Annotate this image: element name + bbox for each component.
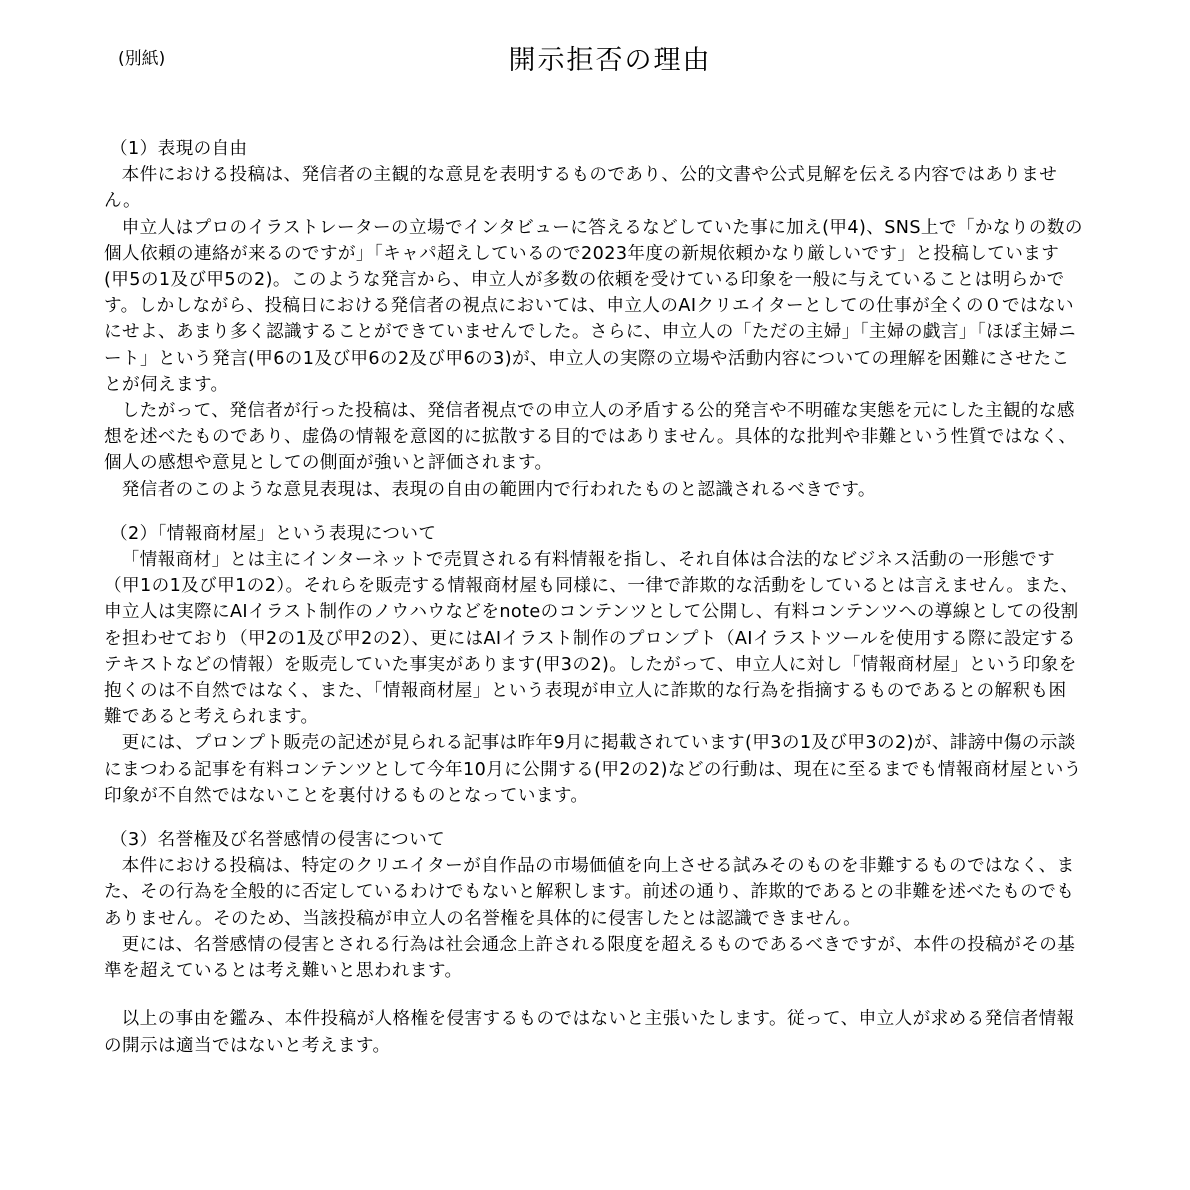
section-gap: [104, 503, 1084, 521]
paragraph: 更には、プロンプト販売の記述が見られる記事は昨年9月に掲載されています(甲3の1及び甲3の2)が、誹謗中傷の示談にまつわる記事を有料コンテンツとして今年10月に公開する(甲2の2)などの行動は、現在に至るまでも情報商材屋という印象が不自然ではないことを裏付けるものとなっています。: [104, 733, 1082, 806]
section-info-product-seller: [104, 521, 1084, 809]
paragraph: 申立人はプロのイラストレーターの立場でインタビューに答えるなどしていた事に加え(甲4)、SNS上で「かなりの数の個人依頼の連絡が来るのですが」「キャパ超えしているので2023年度の新規依頼かなり厳しいです」と投稿しています(甲5の1及び甲5の2)。このような発言から、申立人が多数の依頼を受けている印象を一般に与えていることは明らかです。しかしながら、投稿日における発信者の視点においては、申立人のAIクリエイターとしての仕事が全くの０ではないにせよ、あまり多く認識することができていませんでした。さらに、申立人の「ただの主婦」「主婦の戯言」「ほぼ主婦ニート」という発言(甲6の1及び甲6の2及び甲6の3)が、申立人の実際の立場や活動内容についての理解を困難にさせたことが伺えます。: [104, 217, 1083, 395]
section-defamation: [104, 827, 1084, 984]
conclusion-paragraph: 以上の事由を鑑み、本件投稿が人格権を侵害するものではないと主張いたします。従って、申立人が求める発信者情報の開示は適当ではないと考えます。: [104, 1009, 1075, 1056]
paragraph: 更には、名誉感情の侵害とされる行為は社会通念上許される限度を超えるものであるべきですが、本件の投稿がその基準を超えているとは考え難いと思われます。: [104, 934, 1076, 982]
paragraph: 「情報商材」とは主にインターネットで売買される有料情報を指し、それ自体は合法的なビジネス活動の一形態です（甲1の1及び甲1の2）。それらを販売する情報商材屋も同様に、一律で詐欺的な活動をしているとは言えません。また、申立人は実際にAIイラスト制作のノウハウなどをnoteのコンテンツとして公開し、有料コンテンツへの導線としての役割を担わせており（甲2の1及び甲2の2）、更にはAIイラスト制作のプロンプト（AIイラストツールを使用する際に設定するテキストなどの情報）を販売していた事実があります(甲3の2)。したがって、申立人に対し「情報商材屋」という印象を抱くのは不自然ではなく、また、「情報商材屋」という表現が申立人に詐欺的な行為を指摘するものであるとの解釈も困難であると考えられます。: [104, 550, 1079, 728]
section-gap: [104, 984, 1084, 1006]
paragraph: 本件における投稿は、特定のクリエイターが自作品の市場価値を向上させる試みそのものを非難するものではなく、また、その行為を全般的に否定しているわけでもないと解釈します。前述の通り、詐欺的であるとの非難を述べたものでもありません。そのため、当該投稿が申立人の名誉権を具体的に侵害したとは認識できません。: [104, 856, 1075, 929]
annex-label: (別紙): [118, 49, 166, 69]
section-freedom-of-expression: [104, 136, 1084, 503]
document-body: [104, 136, 1084, 1059]
page-title: 開示拒否の理由: [508, 45, 712, 76]
paragraph: したがって、発信者が行った投稿は、発信者視点での申立人の矛盾する公的発言や不明確な実態を元にした主観的な感想を述べたものであり、虚偽の情報を意図的に拡散する目的ではありません。具体的な批判や非難という性質ではなく、個人の感想や意見としての側面が強いと評価されます。: [104, 401, 1077, 474]
paragraph: 本件における投稿は、発信者の主観的な意見を表明するものであり、公的文書や公式見解を伝える内容ではありません。: [104, 165, 1058, 212]
section-heading: （1）表現の自由: [110, 139, 248, 159]
section-heading: （2）「情報商材屋」という表現について: [110, 523, 437, 544]
section-gap: [104, 809, 1084, 827]
paragraph: 発信者のこのような意見表現は、表現の自由の範囲内で行われたものと認識されるべきです。: [121, 479, 876, 500]
section-heading: （3）名誉権及び名誉感情の侵害について: [110, 830, 446, 851]
